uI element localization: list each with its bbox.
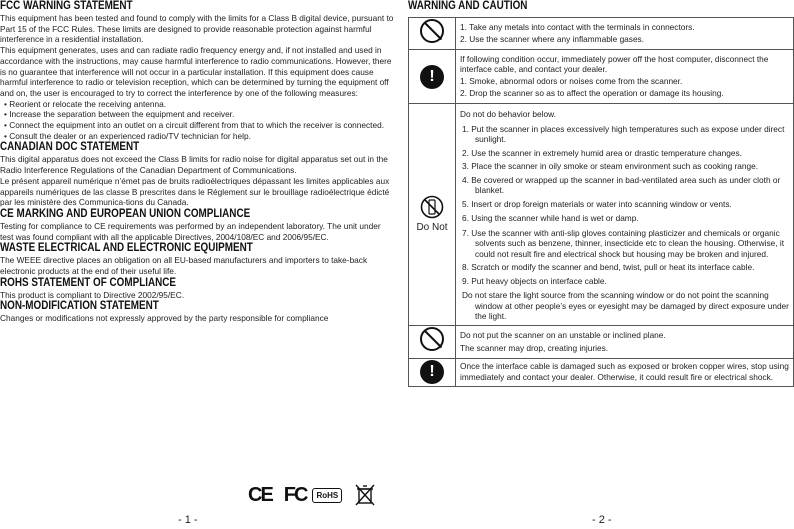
warning-line: Once the interface cable is damaged such as exposed or broken copper wires, stop using immediately and contact your dealer. Otherwise, it could result fire or electrical shock. <box>460 360 789 382</box>
warning-line: 7. Use the scanner with anti-slip gloves containing plasticizer and chemicals or organic solvents such as benzene, thinner, insecticide etc to clean the housing. Otherwise, it could not result fire and electrical shock but housing may be broken and injured. <box>462 227 785 259</box>
prohibited-icon <box>420 327 444 351</box>
fcc-bullet: • Connect the equipment into an outlet on a circuit different from that to which the receiver is connected. <box>4 120 385 131</box>
canadian-paragraph-1: This digital apparatus does not exceed the Class B limits for radio noise for digital apparatus set out in the Radio Interference Regulations of the Canadian Department of Communications. <box>0 154 388 176</box>
rohs-logo: RoHS <box>312 488 342 503</box>
warning-line: 3. Place the scanner in oily smoke or steam environment such as cooking range. <box>462 161 759 171</box>
right-page <box>408 0 794 382</box>
warning-row <box>409 358 794 386</box>
left-page <box>0 0 396 324</box>
warning-line: 8. Scratch or modify the scanner and bend, twist, pull or heat its interface cable. <box>462 262 755 272</box>
compliance-logos <box>248 484 376 506</box>
weee-heading: WASTE ELECTRICAL AND ELECTRONIC EQUIPMENT <box>0 242 253 255</box>
text-cell <box>456 358 794 386</box>
warning-line: Do not stare the light source from the scanning window or do not point the scanning window at other people’s eyes or eyesight may be damaged by direct exposure under the light. <box>462 290 789 321</box>
ce-paragraph: Testing for compliance to CE requirements was performed by an independent laboratory. The unit under test was found compliant with all the applicable Directives, 2004/108/EC and 2006/95/EC. <box>0 220 381 242</box>
warning-line: If following condition occur, immediately power off the host computer, disconnect the interface cable, and contact your dealer. <box>460 54 769 74</box>
icon-cell <box>409 325 456 358</box>
fcc-logo: FC <box>283 483 307 506</box>
warning-row <box>409 325 794 358</box>
warning-line: 9. Put heavy objects on interface cable. <box>462 275 607 286</box>
warning-line: 2. Drop the scanner so as to affect the operation or damage its housing. <box>460 87 724 98</box>
nonmod-heading: NON-MODIFICATION STATEMENT <box>0 300 159 313</box>
ce-heading: CE MARKING AND EUROPEAN UNION COMPLIANCE <box>0 207 251 220</box>
weee-paragraph: The WEEE directive places an obligation on all EU-based manufacturers and importers to take-back electronic products at the end of their useful life. <box>0 255 368 277</box>
warning-line: 5. Insert or drop foreign materials or water into scanning window or vents. <box>462 198 732 209</box>
fcc-bullet: • Reorient or relocate the receiving antenna. <box>4 98 167 109</box>
warning-line: Do not put the scanner on an unstable or inclined plane. <box>460 329 666 340</box>
fcc-paragraph-1: This equipment has been tested and found to comply with the limits for a Class B digital device, pursuant to Part 15 of the FCC Rules. These limits are designed to provide reasonable protection against harmful interference in a residential installation. <box>0 13 394 45</box>
do-not-disassemble-icon <box>420 194 444 220</box>
fcc-bullet: • Increase the separation between the equipment and receiver. <box>4 109 235 120</box>
canadian-heading: CANADIAN DOC STATEMENT <box>0 141 140 154</box>
exclamation-icon: ! <box>420 360 444 384</box>
icon-cell <box>409 18 456 50</box>
warning-line: Do not do behavior below. <box>460 109 556 119</box>
warning-row <box>409 50 794 104</box>
prohibited-icon <box>420 19 444 43</box>
do-not-badge <box>416 194 447 234</box>
text-cell <box>456 50 794 104</box>
rohs-heading: ROHS STATEMENT OF COMPLIANCE <box>0 276 177 289</box>
warning-line: 2. Use the scanner in extremely humid area or drastic temperature changes. <box>462 147 742 158</box>
text-cell <box>456 325 794 358</box>
warning-line: 1. Put the scanner in places excessively high temperatures such as expose under direct sunlight. <box>462 123 785 144</box>
weee-bin-icon <box>354 483 376 507</box>
page-number-left: - 1 - <box>178 514 198 526</box>
warning-row <box>409 18 794 50</box>
exclamation-icon: ! <box>420 65 444 89</box>
icon-cell <box>409 50 456 104</box>
canadian-paragraph-2: Le présent appareil numérique n’émet pas de bruits radioélectriques dépassant les limites applicables aux appareils numériques de las classe B prescrites dans le Réglement sur le brouillage radioélectrique édicté par les ministère des Communica-tions du Canada. <box>0 175 390 208</box>
fcc-heading: FCC WARNING STATEMENT <box>0 0 133 12</box>
warning-line: 1. Smoke, abnormal odors or noises come from the scanner. <box>460 76 683 86</box>
text-cell <box>456 18 794 50</box>
nonmod-paragraph: Changes or modifications not expressly approved by the party responsible for compliance <box>0 313 329 324</box>
warning-heading: WARNING AND CAUTION <box>408 0 528 12</box>
fcc-paragraph-2: This equipment generates, uses and can radiate radio frequency energy and, if not installed and used in accordance with the instructions, may cause harmful interference to radio communications. However, there is no guarantee that interference will not occur in a particular installation. If this equipment does cause harmful interference to radio or television reception, which can be determined by turning the equipment off and on, the user is encouraged to try to correct the interference by one of the following measures: <box>0 45 392 98</box>
warning-row <box>409 104 794 326</box>
page-number-right: - 2 - <box>592 514 612 526</box>
warning-table <box>408 17 794 387</box>
do-not-label: Do Not <box>416 222 448 234</box>
ce-mark-logo: CE <box>248 483 272 506</box>
fcc-bullet: • Consult the dealer or an experienced radio/TV technician for help. <box>4 130 251 141</box>
icon-cell <box>409 104 456 326</box>
icon-cell <box>409 358 456 386</box>
warning-line: 6. Using the scanner while hand is wet or damp. <box>462 213 639 223</box>
text-cell <box>456 104 794 326</box>
warning-line: The scanner may drop, creating injuries. <box>460 342 609 353</box>
rohs-paragraph: This product is compliant to Directive 2002/95/EC. <box>0 289 184 300</box>
warning-line: 4. Be covered or wrapped up the scanner in bad-ventilated area such as under cloth or blanket. <box>462 174 781 195</box>
warning-line: 2. Use the scanner where any inflammable gases. <box>460 33 645 44</box>
warning-line: 1. Take any metals into contact with the terminals in connectors. <box>460 22 695 32</box>
